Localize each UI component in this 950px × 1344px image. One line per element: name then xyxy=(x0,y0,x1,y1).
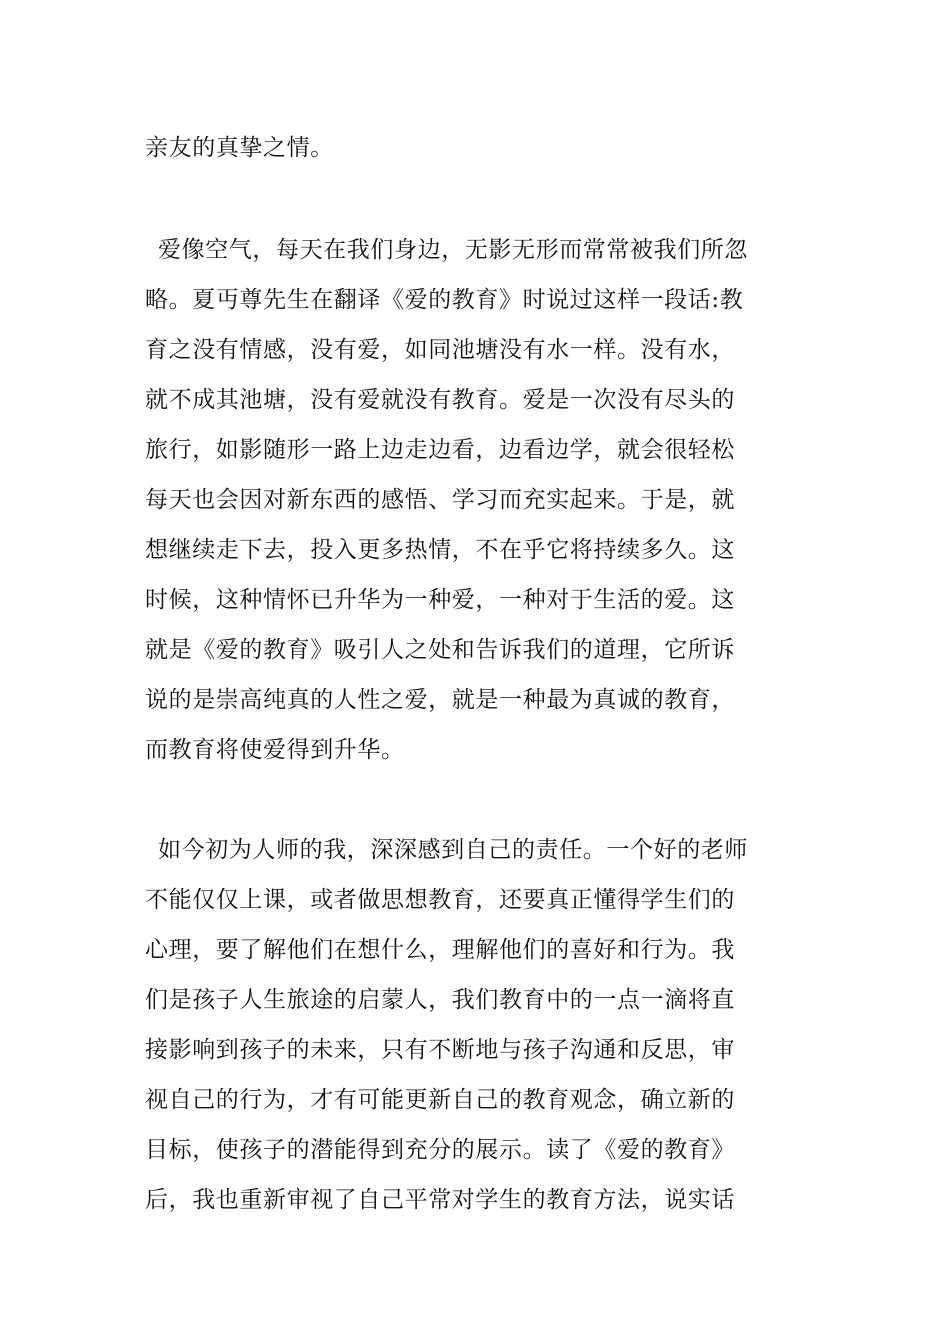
text-line: 旅行，如影随形一路上边走边看，边看边学，就会很轻松 xyxy=(145,437,735,463)
text-line: 接影响到孩子的未来，只有不断地与孩子沟通和反思，审 xyxy=(145,1037,735,1063)
text-line: 后，我也重新审视了自己平常对学生的教育方法，说实话 xyxy=(145,1187,735,1213)
text-line: 说的是崇高纯真的人性之爱，就是一种最为真诚的教育， xyxy=(145,687,735,713)
text-line: 们是孩子人生旅途的启蒙人，我们教育中的一点一滴将直 xyxy=(145,987,735,1013)
text-line: 如今初为人师的我，深深感到自己的责任。一个好的老师 xyxy=(158,837,748,863)
text-line: 心理，要了解他们在想什么，理解他们的喜好和行为。我 xyxy=(145,937,735,963)
text-line: 每天也会因对新东西的感悟、学习而充实起来。于是，就 xyxy=(145,487,735,513)
text-line: 目标，使孩子的潜能得到充分的展示。读了《爱的教育》 xyxy=(145,1137,735,1163)
text-line: 视自己的行为，才有可能更新自己的教育观念，确立新的 xyxy=(145,1087,735,1113)
text-line: 育之没有情感，没有爱，如同池塘没有水一样。没有水， xyxy=(145,337,735,363)
text-line: 不能仅仅上课，或者做思想教育，还要真正懂得学生们的 xyxy=(145,887,735,913)
text-line: 时候，这种情怀已升华为一种爱，一种对于生活的爱。这 xyxy=(145,587,735,613)
text-line: 想继续走下去，投入更多热情，不在乎它将持续多久。这 xyxy=(145,537,735,563)
text-line: 爱像空气，每天在我们身边，无影无形而常常被我们所忽 xyxy=(158,237,748,263)
text-line: 而教育将使爱得到升华。 xyxy=(145,737,405,763)
text-line: 略。夏丏尊先生在翻译《爱的教育》时说过这样一段话:教 xyxy=(145,287,744,313)
text-line: 亲友的真挚之情。 xyxy=(145,135,334,161)
text-line: 就不成其池塘，没有爱就没有教育。爱是一次没有尽头的 xyxy=(145,387,735,413)
text-line: 就是《爱的教育》吸引人之处和告诉我们的道理，它所诉 xyxy=(145,637,735,663)
